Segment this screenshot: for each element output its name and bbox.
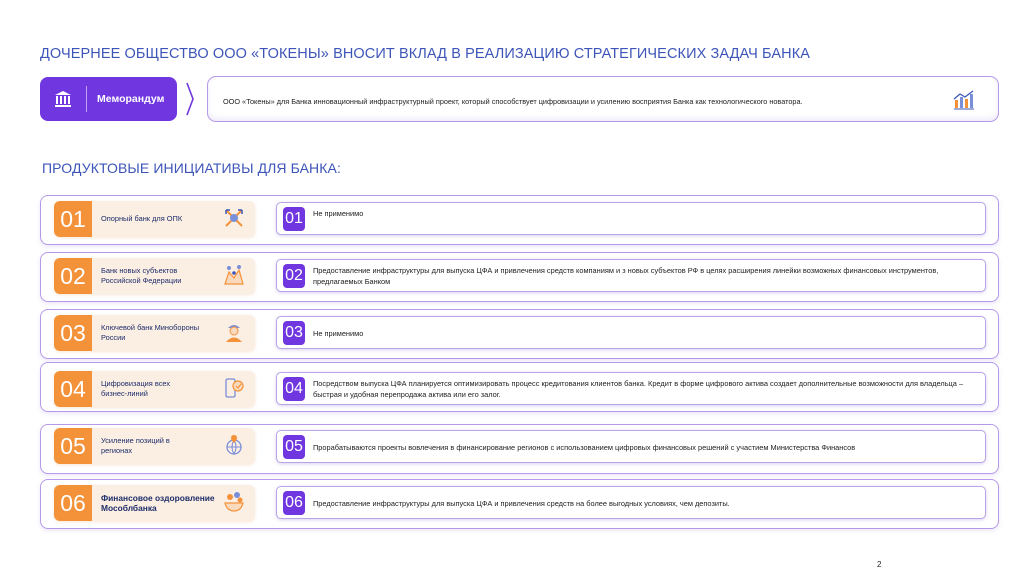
- initiative-description: Не применимо: [313, 329, 364, 338]
- initiative-card: [54, 485, 255, 521]
- initiative-description: Предоставление инфраструктуры для выпуска ЦФА и привлечения средств на более выгодных условиях, чем депозиты.: [313, 499, 730, 508]
- initiative-row-06: [40, 479, 999, 529]
- initiative-label: Опорный банк для ОПК: [101, 214, 183, 223]
- soldier-icon: [223, 321, 245, 348]
- memo-tab[interactable]: [40, 77, 177, 121]
- initiative-description-box: [276, 430, 986, 463]
- description-number: 04: [283, 377, 305, 401]
- initiative-description-box: [276, 486, 986, 519]
- description-number: 05: [283, 435, 305, 459]
- initiative-label: Усиление позиций в регионах: [101, 436, 170, 455]
- initiative-card: [54, 258, 255, 294]
- initiative-card: [54, 201, 255, 237]
- initiative-description-box: [276, 259, 986, 292]
- initiative-row-05: [40, 424, 999, 474]
- description-number: 02: [283, 264, 305, 288]
- map-people-icon: [223, 264, 245, 291]
- initiative-row-04: [40, 362, 999, 412]
- chevron-right-icon: [185, 81, 195, 122]
- initiative-card: [54, 428, 255, 464]
- initiative-label: Цифровизация всех бизнес-линий: [101, 379, 171, 398]
- initiative-row-03: [40, 309, 999, 359]
- initiative-number: 05: [54, 428, 92, 464]
- initiative-number: 04: [54, 371, 92, 407]
- memo-text: ООО «Токены» для Банка инновационный инфраструктурный проект, который способствует цифровизации и усилению восприятия Банка как технологического новатора.: [223, 97, 803, 106]
- memo-label: Меморандум: [97, 93, 165, 105]
- initiative-description-box: [276, 316, 986, 349]
- initiative-row-01: [40, 195, 999, 245]
- initiative-label: Финансовое оздоровление Мособлбанка: [101, 493, 215, 513]
- description-number: 06: [283, 491, 305, 515]
- initiative-card: [54, 371, 255, 407]
- bank-building-icon: [48, 84, 78, 114]
- page-number: 2: [877, 560, 882, 569]
- description-number: 01: [283, 207, 305, 231]
- page-title: ДОЧЕРНЕЕ ОБЩЕСТВО ООО «ТОКЕНЫ» ВНОСИТ ВКЛАД В РЕАЛИЗАЦИЮ СТРАТЕГИЧЕСКИХ ЗАДАЧ БАНКА: [40, 46, 811, 62]
- phone-digital-icon: [223, 377, 245, 404]
- initiative-number: 01: [54, 201, 92, 237]
- initiative-number: 03: [54, 315, 92, 351]
- initiative-description: Не применимо: [313, 209, 364, 218]
- initiative-description-box: [276, 202, 986, 235]
- initiative-label: Ключевой банк Минобороны России: [101, 323, 200, 342]
- initiative-row-02: [40, 252, 999, 302]
- divider: [86, 86, 87, 112]
- initiative-description: Прорабатываются проекты вовлечения в финансирование регионов с использованием цифровых финансовых решений с участием Министерства Финансов: [313, 443, 856, 452]
- section-subtitle: ПРОДУКТОВЫЕ ИНИЦИАТИВЫ ДЛЯ БАНКА:: [42, 160, 341, 176]
- description-number: 03: [283, 321, 305, 345]
- crossed-arrows-icon: [223, 207, 245, 234]
- initiative-description-box: [276, 372, 986, 405]
- initiative-card: [54, 315, 255, 351]
- initiative-number: 06: [54, 485, 92, 521]
- globe-pin-icon: [223, 434, 245, 461]
- memo-description-box: [207, 76, 999, 122]
- initiative-number: 02: [54, 258, 92, 294]
- growth-chart-icon: [953, 90, 975, 115]
- initiative-description: Посредством выпуска ЦФА планируется оптимизировать процесс кредитования клиентов банка. Кредит в форме цифрового актива создает дополнительные возможности для владельца – быстрая и удобная перепродажа актива или его залог.: [313, 379, 964, 399]
- initiative-label: Банк новых субъектов Российской Федерации: [101, 266, 182, 285]
- coins-bowl-icon: [223, 491, 245, 518]
- initiative-description: Предоставление инфраструктуры для выпуска ЦФА и привлечения средств компаниям и з новых субъектов РФ в целях расширения линейки возможных финансовых инструментов, предлагаемых Банком: [313, 266, 939, 286]
